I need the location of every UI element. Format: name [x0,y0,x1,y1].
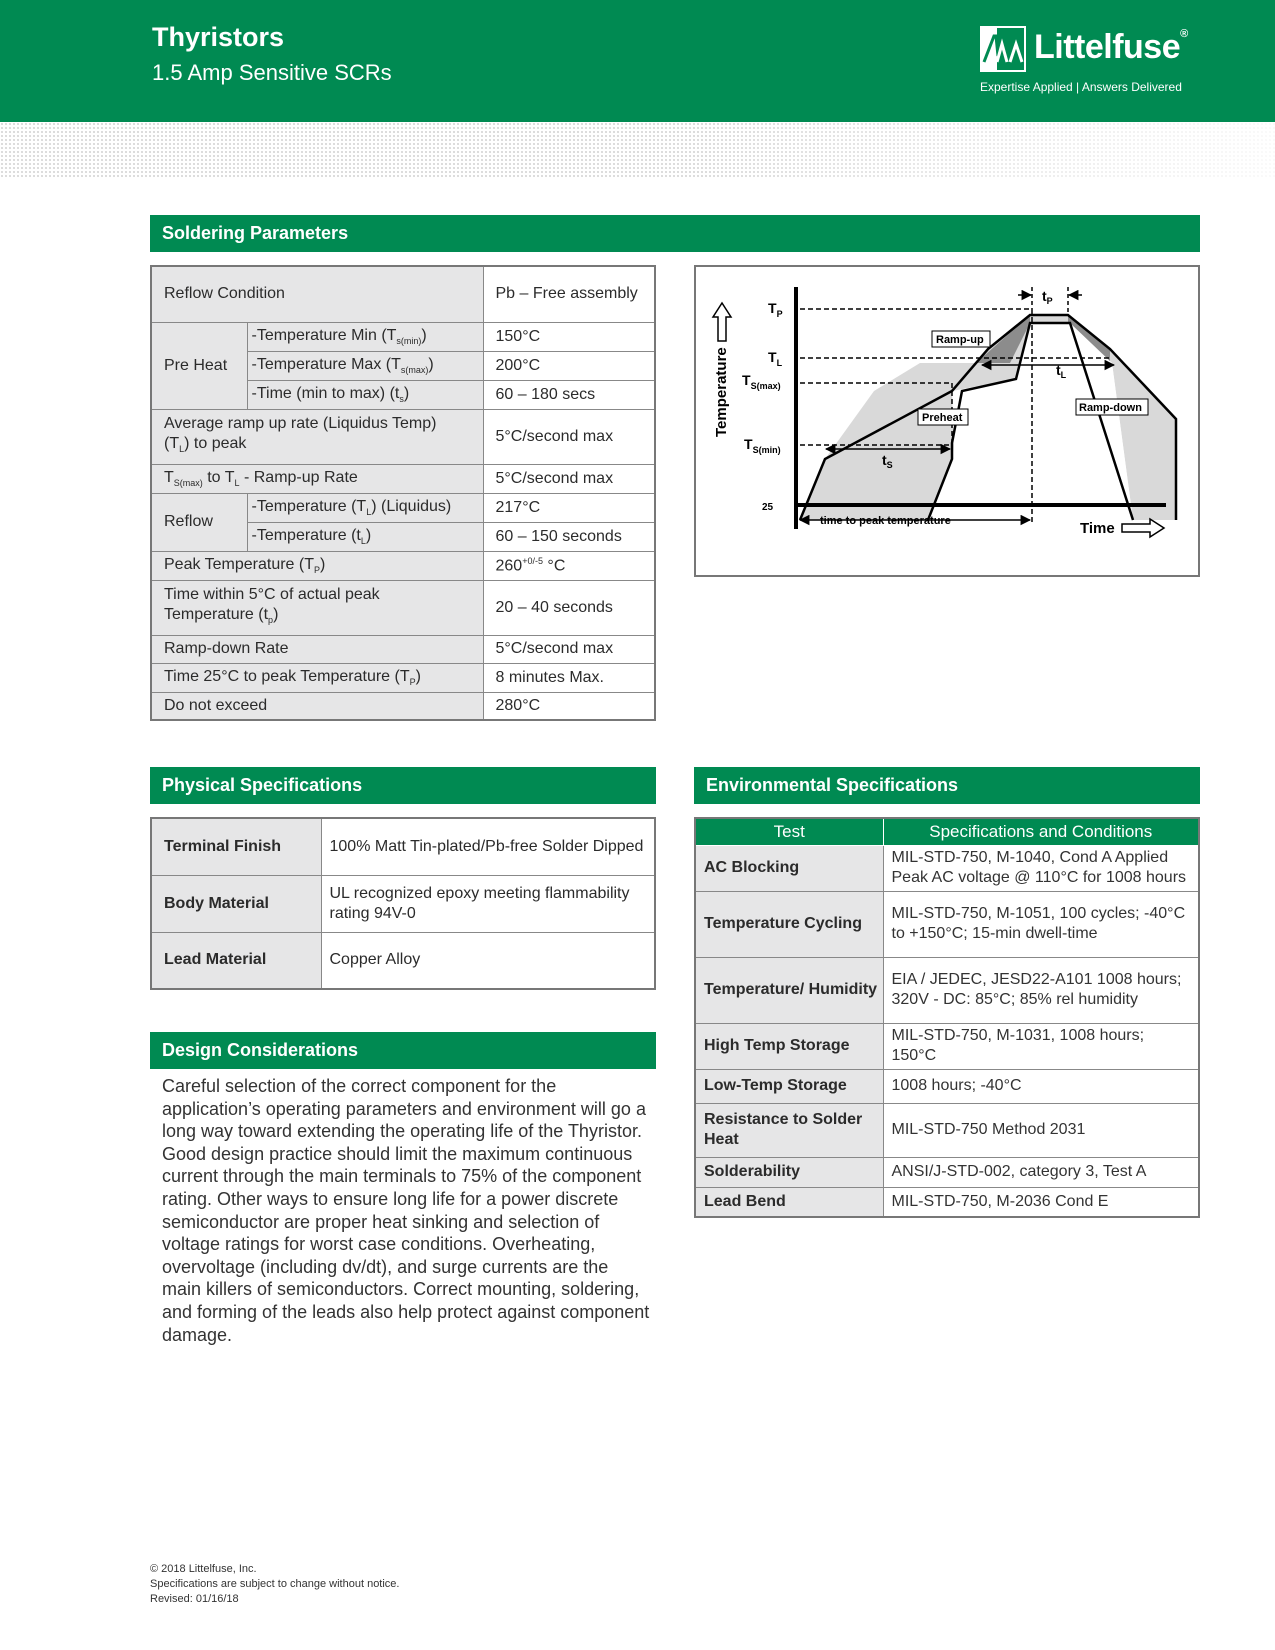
interval-label-ts: $t_S$ [882,452,893,470]
ts-rampup-label: $T_{S(max)}$ to $T_L$ - Ramp-up Rate [151,464,483,493]
preheat-tmin-value: 150°C [483,322,655,351]
body-material-value: UL recognized epoxy meeting flammability rating 94V-0 [321,875,655,932]
env-test-label: Lead Bend [695,1187,883,1217]
x-axis-title: Time [1080,520,1115,537]
env-test-label: Resistance to Solder Heat [695,1103,883,1157]
lead-material-value: Copper Alloy [321,932,655,989]
reflow-tl-value: 217°C [483,493,655,522]
littelfuse-logo-icon [980,26,1026,72]
table-row [151,692,655,720]
table-row [151,551,655,580]
donot-exceed-label: Do not exceed [151,692,483,720]
reflow-condition-value: Pb – Free assembly [483,266,655,322]
table-row [151,818,655,875]
lead-material-label: Lead Material [151,932,321,989]
interval-label-tp: $t_P$ [1042,288,1053,306]
table-row [151,663,655,692]
rampdown-value: 5°C/second max [483,635,655,663]
env-test-value: MIL-STD-750, M-2036 Cond E [883,1187,1199,1217]
reflow-profile-chart [694,265,1200,577]
environmental-specifications-heading: Environmental Specifications [694,767,1200,804]
env-test-value: EIA / JEDEC, JESD22-A101 1008 hours; 320V - DC: 85°C; 85% rel humidity [883,957,1199,1023]
env-test-label: Temperature Cycling [695,891,883,957]
table-row [151,932,655,989]
reflow-t-value: 60 – 150 seconds [483,522,655,551]
env-test-label: AC Blocking [695,845,883,891]
annotation-time-to-peak: time to peak temperature [820,515,951,527]
physical-specifications-table [150,817,656,990]
table-row [695,891,1199,957]
preheat-label: Pre Heat [151,322,247,409]
preheat-time-value: 60 – 180 secs [483,380,655,409]
littelfuse-logo[interactable] [980,26,1200,106]
env-test-value: MIL-STD-750, M-1031, 1008 hours; 150°C [883,1023,1199,1069]
y-axis-title: Temperature [713,347,730,437]
page-footer [150,1562,399,1607]
disclaimer-text: Specifications are subject to change without notice. [150,1578,400,1590]
annotation-ramp-up: Ramp-up [936,334,984,346]
env-test-value: MIL-STD-750, M-1040, Cond A Applied Peak AC voltage @ 110°C for 1008 hours [883,845,1199,891]
body-material-label: Body Material [151,875,321,932]
page-header [0,0,1275,122]
table-row [151,580,655,635]
table-row [151,266,655,322]
avg-ramp-label: Average ramp up rate (Liquidus Temp) $(T_L)$ to peak [151,409,483,464]
page-subtitle: 1.5 Amp Sensitive SCRs [152,60,392,85]
avg-ramp-value: 5°C/second max [483,409,655,464]
env-test-value: MIL-STD-750 Method 2031 [883,1103,1199,1157]
physical-specifications-heading: Physical Specifications [150,767,656,804]
soldering-parameters-table [150,265,656,721]
table-row [695,957,1199,1023]
within5-label: Time within 5°C of actual peak Temperature $(t_p)$ [151,580,483,635]
terminal-finish-label: Terminal Finish [151,818,321,875]
table-header-row [695,818,1199,845]
annotation-ramp-down: Ramp-down [1079,402,1142,414]
env-test-label: High Temp Storage [695,1023,883,1069]
preheat-tmax-label: -Temperature Max $(T_{s(max)})$ [247,351,483,380]
table-row [151,322,655,351]
y-axis-arrow-icon [713,303,731,341]
reflow-label: Reflow [151,493,247,551]
x-axis-arrow-icon [1122,519,1164,537]
rampdown-label: Ramp-down Rate [151,635,483,663]
table-row [695,1157,1199,1187]
y-label-tp: $T_P$ [768,300,783,319]
table-row [151,409,655,464]
env-test-label: Solderability [695,1157,883,1187]
env-test-value: 1008 hours; -40°C [883,1069,1199,1103]
reflow-profile-svg [696,267,1198,575]
environmental-specifications-table [694,817,1200,1218]
env-test-value: MIL-STD-750, M-1051, 100 cycles; -40°C to +150°C; 15-min dwell-time [883,891,1199,957]
preheat-time-label: -Time (min to max) $(t_s)$ [247,380,483,409]
preheat-tmin-label: -Temperature Min $(T_{s(min)})$ [247,322,483,351]
column-header-spec: Specifications and Conditions [883,818,1199,845]
terminal-finish-value: 100% Matt Tin-plated/Pb-free Solder Dipped [321,818,655,875]
reflow-tl-label: -Temperature $(T_L)$ (Liquidus) [247,493,483,522]
ts-rampup-value: 5°C/second max [483,464,655,493]
table-row [695,1103,1199,1157]
table-row [695,1023,1199,1069]
y-label-tsmax: $T_{S(max)}$ [742,372,781,391]
table-row [151,635,655,663]
design-considerations-heading: Design Considerations [150,1032,656,1069]
annotation-preheat: Preheat [922,412,963,424]
env-test-label: Temperature/ Humidity [695,957,883,1023]
design-considerations-text: Careful selection of the correct component for the application’s operating parameters and environment will go a long way toward extending the operating life of the Thyristor. Good design practice should limit the maximum continuous current through the main terminals to 75% of the component rating. Other ways to ensure long life for a power discrete semiconductor are proper heat sinking and selection of voltage ratings for worst case conditions. Overheating, overvoltage (including dv/dt), and surge currents are the main killers of semiconductors. Correct mounting, soldering, and forming of the leads also help protect against component damage. [162,1076,650,1345]
table-row [695,845,1199,891]
logo-wordmark: Littelfuse® [1034,28,1188,66]
env-test-label: Low-Temp Storage [695,1069,883,1103]
soldering-parameters-heading: Soldering Parameters [150,215,1200,252]
env-test-value: ANSI/J-STD-002, category 3, Test A [883,1157,1199,1187]
preheat-tmax-value: 200°C [483,351,655,380]
peak-temp-label: Peak Temperature $(T_P)$ [151,551,483,580]
logo-tagline: Expertise Applied | Answers Delivered [980,80,1182,94]
column-header-test: Test [695,818,883,845]
within5-value: 20 – 40 seconds [483,580,655,635]
donot-exceed-value: 280°C [483,692,655,720]
interval-label-tl: $t_L$ [1056,362,1067,380]
time25-value: 8 minutes Max. [483,663,655,692]
y-label-25: 25 [762,502,774,513]
time25-label: Time 25°C to peak Temperature $(T_P)$ [151,663,483,692]
copyright-text: © 2018 Littelfuse, Inc. [150,1563,257,1575]
table-row [695,1069,1199,1103]
y-label-tsmin: $T_{S(min)}$ [744,436,781,455]
revision-text: Revised: 01/16/18 [150,1593,239,1605]
table-row [151,875,655,932]
table-row [151,464,655,493]
reflow-condition-label: Reflow Condition [151,266,483,322]
table-row [151,493,655,522]
reflow-t-label: -Temperature $(t_L)$ [247,522,483,551]
peak-temp-value: $260^{+0/-5}$ °C [483,551,655,580]
y-label-tl: $T_L$ [768,349,783,368]
table-row [695,1187,1199,1217]
page-title: Thyristors [152,22,285,52]
